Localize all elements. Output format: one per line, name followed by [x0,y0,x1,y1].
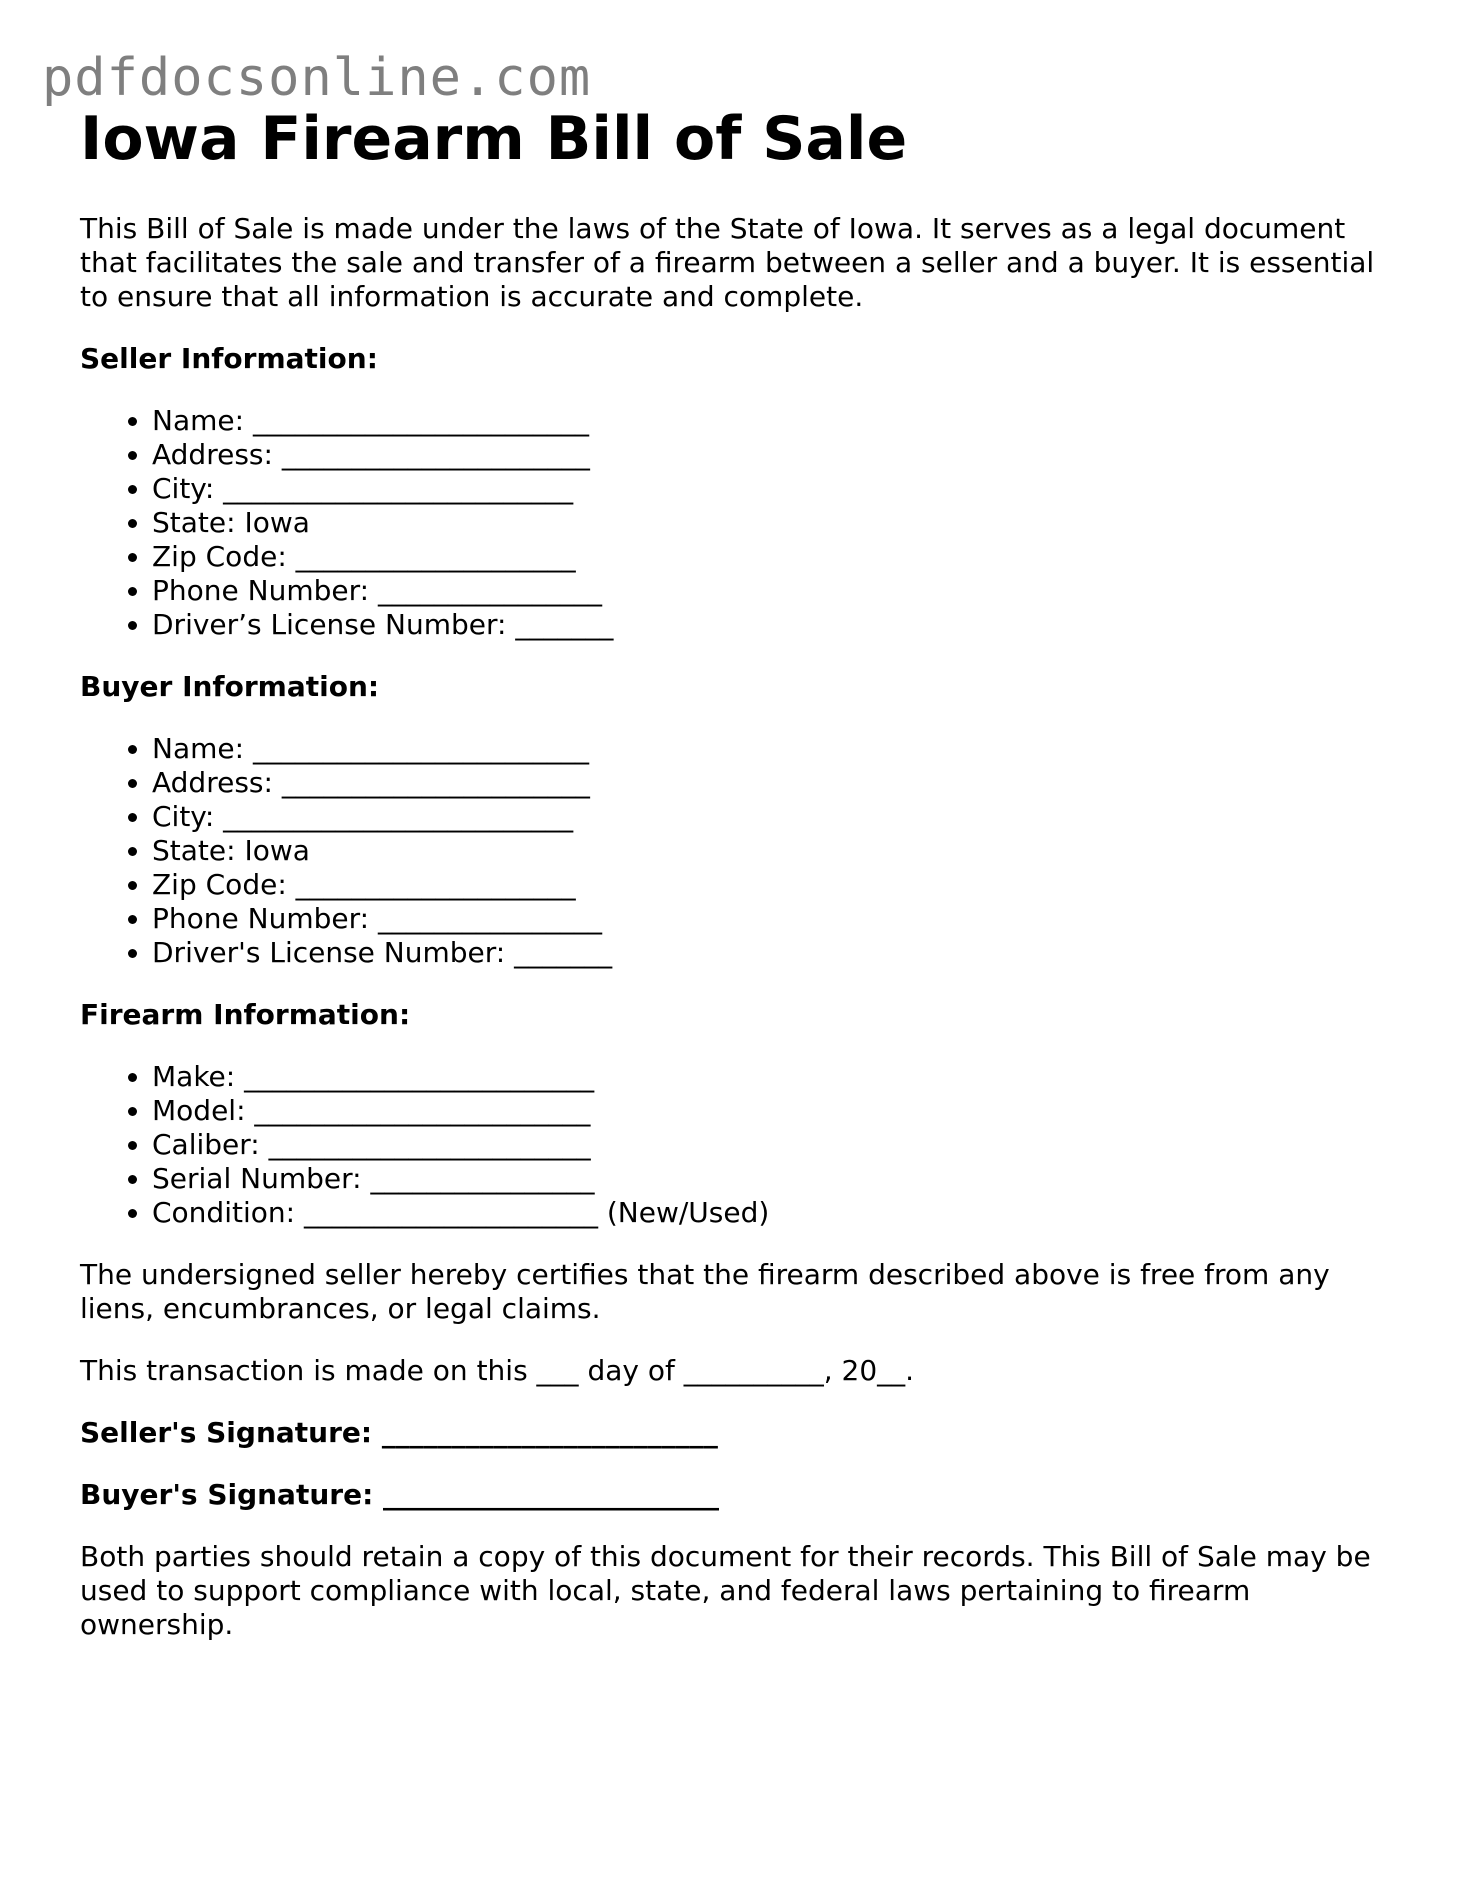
seller-address-field: • Address: ______________________ [152,438,1410,472]
seller-license-field: • Driver’s License Number: _______ [152,608,1410,642]
certification-paragraph: The undersigned seller hereby certifies that the firearm described above is free from any liens, encumbrances, or legal claims. [80,1258,1330,1325]
buyer-address-field: • Address: ______________________ [152,766,1410,800]
buyer-phone-field: • Phone Number: ________________ [152,902,1410,936]
seller-information-list [80,404,1410,642]
firearm-information-list [80,1060,1410,1230]
firearm-model-field: • Model: ________________________ [152,1094,1410,1128]
watermark: pdfdocsonline.com [42,48,592,108]
seller-zip-field: • Zip Code: ____________________ [152,540,1410,574]
buyer-information-list [80,732,1410,970]
firearm-make-field: • Make: _________________________ [152,1060,1410,1094]
document-title: Iowa Firearm Bill of Sale [80,104,908,174]
buyer-information-heading: Buyer Information: [80,670,380,703]
seller-name-field: • Name: ________________________ [152,404,1410,438]
intro-paragraph: This Bill of Sale is made under the laws of the State of Iowa. It serves as a legal document that facilitates the sale and transfer of a firearm between a seller and a buyer. It is essential to ensure that all information is accurate and complete. [80,212,1375,313]
buyer-license-field: • Driver's License Number: _______ [152,936,1410,970]
transaction-date-line: This transaction is made on this ___ day of __________, 20__. [80,1354,915,1387]
buyer-name-field: • Name: ________________________ [152,732,1410,766]
firearm-serial-field: • Serial Number: ________________ [152,1162,1410,1196]
firearm-condition-field: • Condition: _____________________ (New/Used) [152,1196,1410,1230]
seller-signature-line: Seller's Signature: ________________________ [80,1416,718,1449]
buyer-state-field: • State: Iowa [152,834,1410,868]
closing-paragraph: Both parties should retain a copy of this document for their records. This Bill of Sale may be used to support compliance with local, state, and federal laws pertaining to firearm ownership. [80,1540,1371,1641]
document-page [80,100,1410,1642]
buyer-zip-field: • Zip Code: ____________________ [152,868,1410,902]
firearm-information-heading: Firearm Information: [80,998,411,1031]
buyer-signature-line: Buyer's Signature: ________________________ [80,1478,720,1511]
seller-state-field: • State: Iowa [152,506,1410,540]
seller-phone-field: • Phone Number: ________________ [152,574,1410,608]
firearm-caliber-field: • Caliber: _______________________ [152,1128,1410,1162]
buyer-city-field: • City: _________________________ [152,800,1410,834]
seller-information-heading: Seller Information: [80,342,378,375]
seller-city-field: • City: _________________________ [152,472,1410,506]
